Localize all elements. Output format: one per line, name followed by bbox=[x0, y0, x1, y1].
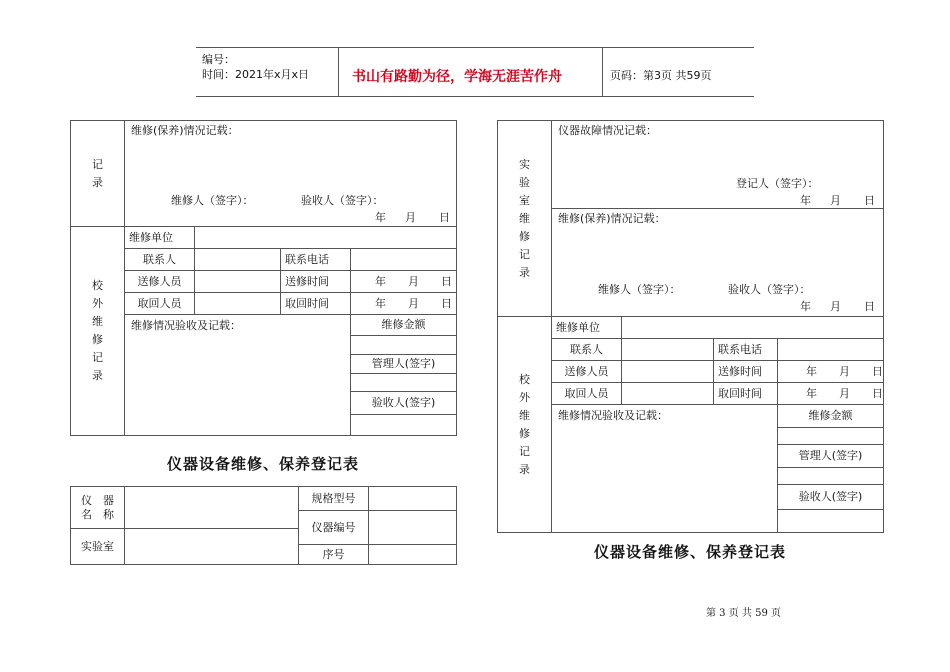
acceptance-label: 维修情况验收及记载： bbox=[131, 319, 241, 332]
repair-situation-label: 维修(保养)情况记载： bbox=[131, 124, 239, 137]
date-year: 年 bbox=[375, 211, 386, 224]
send-time-value[interactable]: 年 月 日 bbox=[351, 271, 457, 293]
fault-label: 仪器故障情况记载： bbox=[558, 124, 657, 137]
instrument-no-label: 仪器编号 bbox=[299, 511, 369, 545]
right-retriever-value[interactable] bbox=[622, 383, 714, 405]
right-retriever-label: 取回人员 bbox=[552, 383, 622, 405]
registrar-sign-label: 登记人（签字）： bbox=[736, 177, 819, 190]
external-repair-label: 校 外 维 修 记 录 bbox=[71, 227, 125, 436]
right-manager-label: 管理人(签字) bbox=[778, 445, 883, 468]
contact-label: 联系人 bbox=[125, 249, 195, 271]
phone-label: 联系电话 bbox=[281, 249, 351, 271]
motto: 书山有路勤为径，学海无涯苦作舟 bbox=[352, 69, 562, 85]
model-label: 规格型号 bbox=[299, 487, 369, 511]
header-divider-2 bbox=[602, 47, 603, 97]
fault-date-day: 日 bbox=[864, 194, 875, 207]
fault-date-month: 月 bbox=[830, 194, 841, 207]
right-checker-label: 验收人(签字) bbox=[778, 485, 883, 510]
amount-value[interactable] bbox=[351, 336, 456, 355]
header-divider-1 bbox=[338, 47, 339, 97]
right-external-repair-label: 校 外 维 修 记 录 bbox=[498, 317, 552, 533]
right-phone-value[interactable] bbox=[778, 339, 884, 361]
right-date-year: 年 bbox=[800, 300, 811, 313]
header-bottom-rule bbox=[196, 96, 754, 97]
right-contact-value[interactable] bbox=[622, 339, 714, 361]
right-date-month: 月 bbox=[830, 300, 841, 313]
seq-label: 序号 bbox=[299, 545, 369, 565]
date-month: 月 bbox=[405, 211, 416, 224]
record-label: 记 录 bbox=[71, 121, 125, 227]
right-checker-value[interactable] bbox=[778, 510, 883, 532]
instrument-info-table bbox=[70, 486, 457, 565]
right-date-day: 日 bbox=[864, 300, 875, 313]
left-form-title: 仪器设备维修、保养登记表 bbox=[166, 455, 359, 473]
manager-label: 管理人(签字) bbox=[351, 355, 456, 374]
right-form-title: 仪器设备维修、保养登记表 bbox=[593, 543, 786, 561]
right-acceptor-sign-label: 验收人（签字）： bbox=[728, 283, 811, 296]
repairer-sign-label: 维修人（签字）： bbox=[171, 194, 254, 207]
right-repairer-sign-label: 维修人（签字）： bbox=[598, 283, 681, 296]
footer-page-number: 第 3 页 共 59 页 bbox=[706, 608, 781, 619]
seq-value[interactable] bbox=[369, 545, 457, 565]
right-send-time-label: 送修时间 bbox=[714, 361, 778, 383]
retriever-value[interactable] bbox=[195, 293, 281, 315]
retriever-label: 取回人员 bbox=[125, 293, 195, 315]
left-repair-table bbox=[70, 120, 457, 436]
right-send-time-value[interactable]: 年 月 日 bbox=[778, 361, 884, 383]
sender-label: 送修人员 bbox=[125, 271, 195, 293]
lab-label: 实验室 bbox=[71, 529, 125, 565]
instrument-name-label: 仪 器 名 称 bbox=[71, 487, 125, 529]
right-retrieve-time-label: 取回时间 bbox=[714, 383, 778, 405]
phone-value[interactable] bbox=[351, 249, 457, 271]
fault-date-year: 年 bbox=[800, 194, 811, 207]
amount-label: 维修金额 bbox=[351, 315, 456, 336]
manager-value[interactable] bbox=[351, 374, 456, 392]
right-amount-label: 维修金额 bbox=[778, 405, 883, 428]
unit-value[interactable] bbox=[195, 227, 457, 249]
right-acceptance-label: 维修情况验收及记载： bbox=[558, 409, 668, 422]
right-unit-label: 维修单位 bbox=[552, 317, 622, 339]
header-top-rule bbox=[196, 47, 754, 48]
acceptance-record[interactable] bbox=[125, 315, 351, 436]
instrument-no-value[interactable] bbox=[369, 511, 457, 545]
sender-value[interactable] bbox=[195, 271, 281, 293]
contact-value[interactable] bbox=[195, 249, 281, 271]
right-repair-situation-label: 维修(保养)情况记载： bbox=[558, 212, 666, 225]
checker-label: 验收人(签字) bbox=[351, 392, 456, 415]
acceptor-sign-label: 验收人（签字）： bbox=[301, 194, 384, 207]
right-repair-table bbox=[497, 120, 884, 533]
lab-repair-label: 实 验 室 维 修 记 录 bbox=[498, 121, 552, 317]
right-sender-value[interactable] bbox=[622, 361, 714, 383]
instrument-name-value[interactable] bbox=[125, 487, 299, 529]
date-day: 日 bbox=[439, 211, 450, 224]
page-label: 页码：第3页 共59页 bbox=[610, 69, 712, 82]
right-contact-label: 联系人 bbox=[552, 339, 622, 361]
right-retrieve-time-value[interactable]: 年 月 日 bbox=[778, 383, 884, 405]
lab-value[interactable] bbox=[125, 529, 299, 565]
retrieve-time-label: 取回时间 bbox=[281, 293, 351, 315]
send-time-label: 送修时间 bbox=[281, 271, 351, 293]
retrieve-time-value[interactable]: 年 月 日 bbox=[351, 293, 457, 315]
time-label: 时间：2021年x月x日 bbox=[202, 68, 310, 81]
right-sender-label: 送修人员 bbox=[552, 361, 622, 383]
right-manager-value[interactable] bbox=[778, 468, 883, 485]
right-acceptance-record[interactable] bbox=[552, 405, 778, 533]
right-amount-value[interactable] bbox=[778, 428, 883, 445]
number-label: 编号： bbox=[202, 53, 235, 66]
right-phone-label: 联系电话 bbox=[714, 339, 778, 361]
model-value[interactable] bbox=[369, 487, 457, 511]
checker-value[interactable] bbox=[351, 415, 456, 435]
unit-label: 维修单位 bbox=[125, 227, 195, 249]
right-unit-value[interactable] bbox=[622, 317, 884, 339]
